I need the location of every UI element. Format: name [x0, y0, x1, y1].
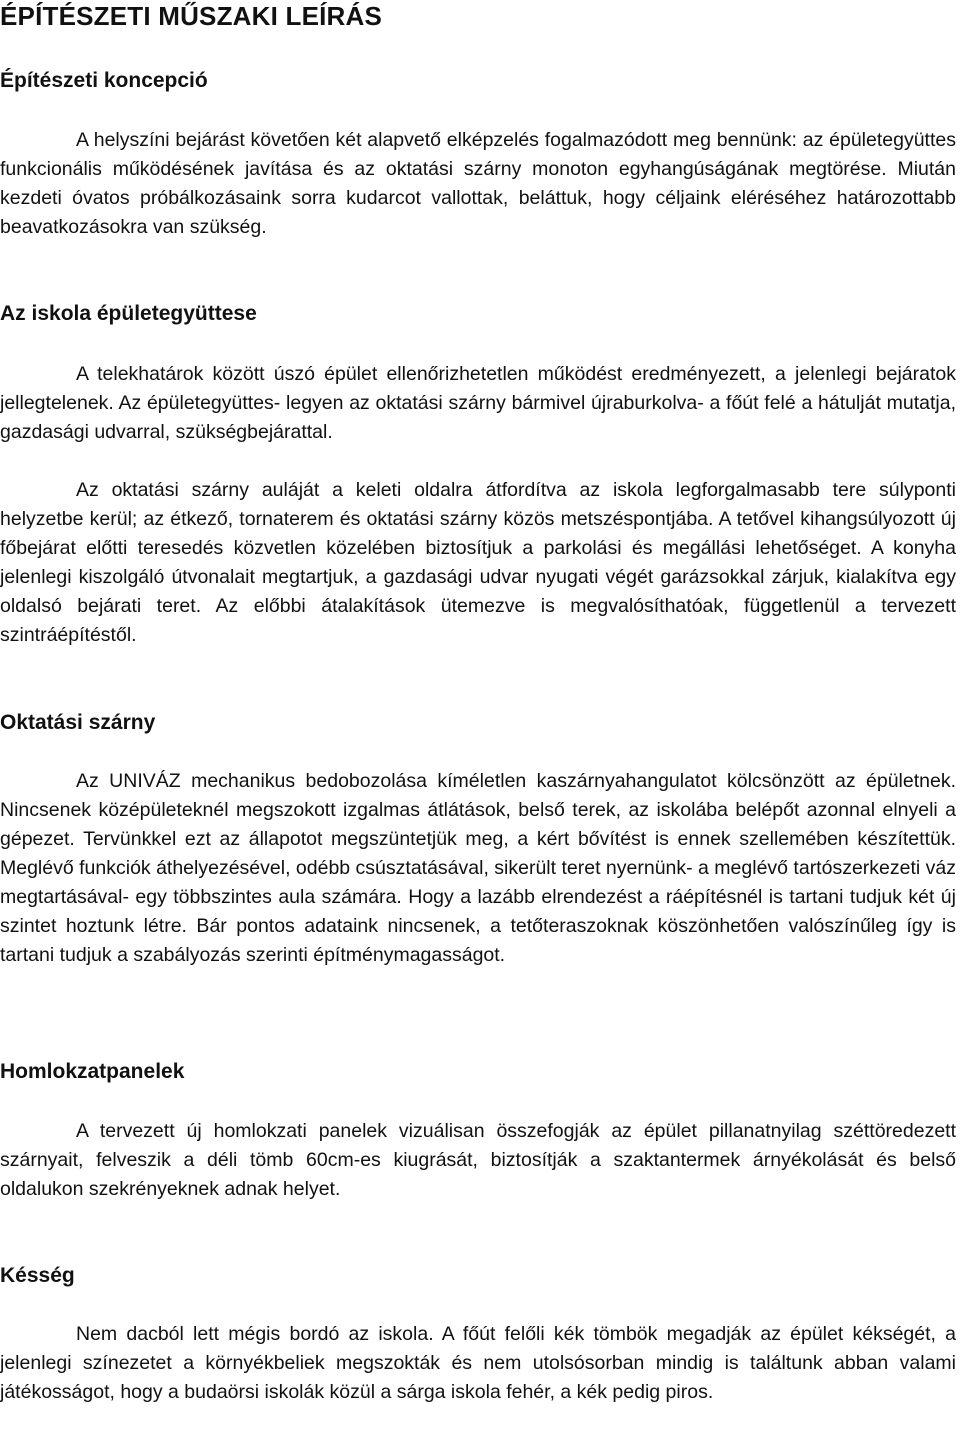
- section-heading-education-wing: Oktatási szárny: [0, 711, 156, 734]
- paragraph-education-wing: Az UNIVÁZ mechanikus bedobozolása kíméletlen kaszárnyahangulatot kölcsönzött az épületnek. Nincsenek középületeknél megszokott izgalmas átlátások, belső terek, az iskolába belépőt azonnal elnyeli a gépezet. Tervünkkel ezt az állapotot megszüntetjük meg, a kért bővítést is ennek szellemében készítettük. Meglévő funkciók áthelyezésével, odébb csúsztatásával, sikerült teret nyernünk- a meglévő tartószerkezeti váz megtartásával- egy többszintes aula számára. Hogy a lazább elrendezést a ráépítésnél is tartani tudjuk két új szintet hoztunk létre. Bár pontos adataink nincsenek, a tetőteraszoknak köszönhetően valószínűleg így is tartani tudjuk a szabályozás szerinti építménymagasságot.: [0, 770, 956, 966]
- section-heading-school-complex: Az iskola épületegyüttese: [0, 302, 257, 325]
- paragraph-blueness: Nem dacból lett mégis bordó az iskola. A főút felőli kék tömbök megadják az épület kékségét, a jelenlegi színezetet a környékbeliek megszokták és nem utolsósorban mindig is találtunk abban valami játékosságot, hogy a budaörsi iskolák közül a sárga iskola fehér, a kék pedig piros.: [0, 1323, 956, 1403]
- section-heading-facade-panels: Homlokzatpanelek: [0, 1060, 185, 1083]
- document-title: ÉPÍTÉSZETI MŰSZAKI LEÍRÁS: [0, 1, 383, 31]
- section-heading-blueness: Késség: [0, 1264, 75, 1287]
- paragraph-facade-panels: A tervezett új homlokzati panelek vizuálisan összefogják az épület pillanatnyilag széttöredezett szárnyait, felveszik a déli tömb 60cm-es kiugrását, biztosítják a szaktantermek árnyékolását és belső oldalukon szekrényeknek adnak helyet.: [0, 1120, 956, 1200]
- section-heading-concept: Építészeti koncepció: [0, 69, 208, 92]
- paragraph-concept: A helyszíni bejárást követően két alapvető elképzelés fogalmazódott meg bennünk: az épületegyüttes funkcionális működésének javítása és az oktatási szárny monoton egyhangúságának megtörése. Miután kezdeti óvatos próbálkozásaink sorra kudarcot vallottak, beláttuk, hogy céljaink eléréséhez határozottabb beavatkozásokra van szükség.: [0, 129, 956, 238]
- paragraph-school-complex-1: A telekhatárok között úszó épület ellenőrizhetetlen működést eredményezett, a jelenlegi bejáratok jellegtelenek. Az épületegyüttes- legyen az oktatási szárny bármivel újraburkolva- a főút felé a hátulját mutatja, gazdasági udvarral, szükségbejárattal.: [0, 363, 956, 443]
- paragraph-school-complex-2: Az oktatási szárny auláját a keleti oldalra átfordítva az iskola legforgalmasabb tere súlyponti helyzetbe kerül; az étkező, tornaterem és oktatási szárny közös metszéspontjába. A tetővel kihangsúlyozott új főbejárat előtti teresedés közvetlen közelében biztosítjuk a parkolási és megállási lehetőséget. A konyha jelenlegi kiszolgáló útvonalait megtartjuk, a gazdasági udvar nyugati végét garázsokkal zárjuk, kialakítva egy oldalsó bejárati teret. Az előbbi átalakítások ütemezve is megvalósíthatóak, függetlenül a tervezett szintráépítéstől.: [0, 479, 956, 646]
